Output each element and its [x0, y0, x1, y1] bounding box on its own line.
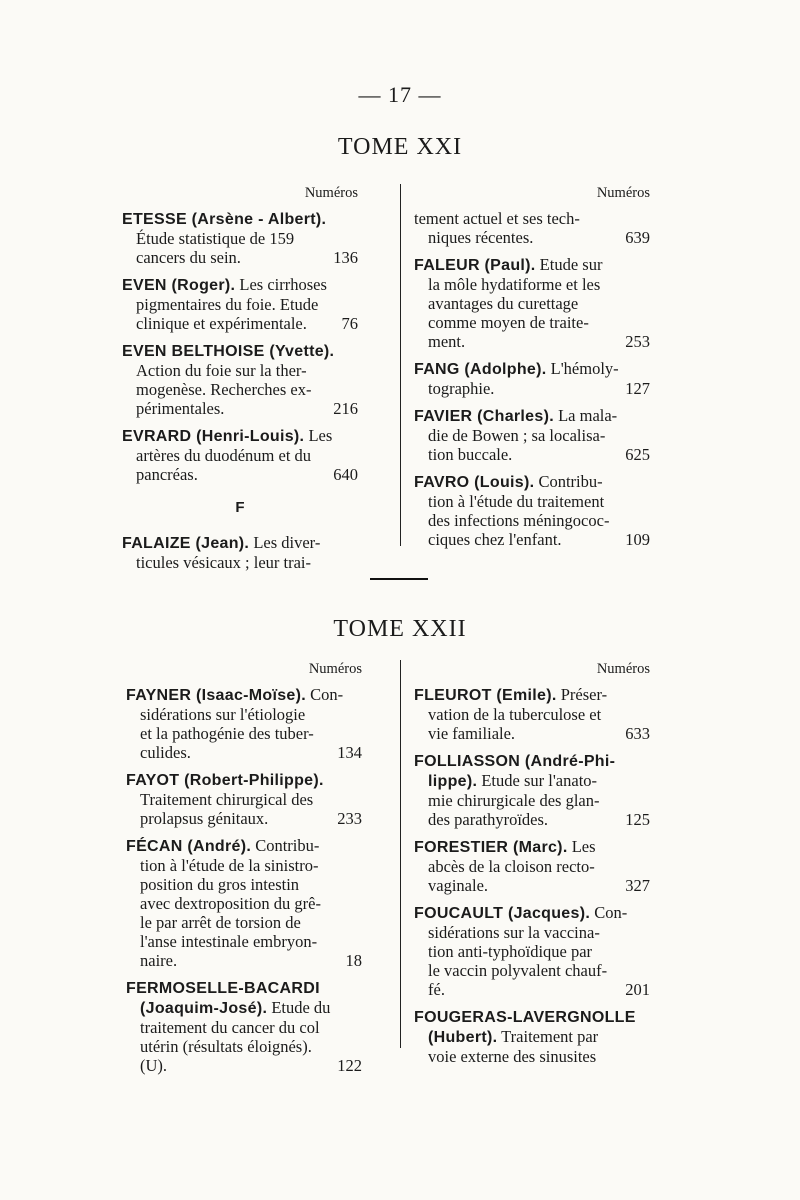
- entry-line: [126, 836, 362, 856]
- entry-line: [414, 876, 650, 895]
- entry-line: [126, 1037, 362, 1056]
- entry-line: [414, 275, 650, 294]
- author-name: FÉCAN (André).: [126, 838, 252, 855]
- author-name: FERMOSELLE-BACARDI: [126, 980, 320, 997]
- entry-text: cancers du sein.: [136, 248, 241, 267]
- thesis-number: 201: [625, 980, 650, 999]
- thesis-number: 134: [337, 743, 362, 762]
- index-entry: [122, 275, 358, 333]
- entry-line: [126, 1018, 362, 1037]
- entry-text: sidérations sur l'étiologie: [140, 705, 306, 724]
- entry-line: [414, 810, 650, 829]
- entry-line: [414, 209, 650, 228]
- entry-line: [414, 705, 650, 724]
- entry-text: naire.: [140, 951, 178, 970]
- index-entry: [126, 685, 362, 762]
- entry-line: [414, 923, 650, 942]
- index-entry: [414, 751, 650, 829]
- entry-line: [126, 894, 362, 913]
- entry-line: [414, 1047, 650, 1066]
- entry-line: [414, 406, 650, 426]
- entry-text: position du gros intestin: [140, 875, 300, 894]
- entry-text: Traitement par: [497, 1027, 599, 1046]
- author-name: EVEN (Roger).: [122, 277, 236, 294]
- entry-text: tion anti-typhoïdique par: [428, 942, 593, 961]
- entry-line: [414, 1027, 650, 1047]
- author-name: ETESSE (Arsène - Albert).: [122, 211, 327, 228]
- thesis-number: 122: [337, 1056, 362, 1075]
- entry-text: (U).: [140, 1056, 168, 1075]
- entry-line: [414, 903, 650, 923]
- author-name: FOLLIASSON (André-Phi-: [414, 753, 616, 770]
- entry-line: [414, 791, 650, 810]
- thesis-number: 639: [625, 228, 650, 247]
- entry-line: [122, 465, 358, 484]
- entry-text: tographie.: [428, 379, 495, 398]
- entry-text: Etude sur l'anato-: [477, 771, 598, 790]
- index-entry: [414, 255, 650, 351]
- column-divider: [400, 660, 401, 1048]
- entry-text: ment.: [428, 332, 466, 351]
- entry-text: des infections méningococ-: [428, 511, 610, 530]
- entry-line: [414, 942, 650, 961]
- thesis-number: 633: [625, 724, 650, 743]
- entry-line: [122, 553, 358, 572]
- index-entry: [414, 837, 650, 895]
- entry-text: tement actuel et ses tech-: [414, 209, 580, 228]
- section-separator: [370, 578, 428, 580]
- entry-line: [122, 248, 358, 267]
- entry-text: pigmentaires du foie. Etude: [136, 295, 319, 314]
- author-name: FLEUROT (Emile).: [414, 687, 557, 704]
- entry-text: abcès de la cloison recto-: [428, 857, 595, 876]
- section-letter: F: [235, 499, 245, 516]
- entry-text: avec dextroposition du grê-: [140, 894, 321, 913]
- index-entry: [414, 359, 650, 398]
- entry-text: vie familiale.: [428, 724, 516, 743]
- entry-text: Les cirrhoses: [235, 275, 327, 294]
- entry-text: et la pathogénie des tuber-: [140, 724, 314, 743]
- index-entry: [122, 209, 358, 267]
- thesis-number: 640: [333, 465, 358, 484]
- entry-text: utérin (résultats éloignés).: [140, 1037, 312, 1056]
- author-name: FAVIER (Charles).: [414, 408, 554, 425]
- entry-line: [122, 380, 358, 399]
- entry-text: mogenèse. Recherches ex-: [136, 380, 312, 399]
- entry-line: [414, 472, 650, 492]
- index-entry: [122, 533, 358, 572]
- entry-line: [414, 492, 650, 511]
- entry-line: [414, 228, 650, 247]
- entry-line: [414, 724, 650, 743]
- entry-text: niques récentes.: [428, 228, 534, 247]
- entry-text: prolapsus génitaux.: [140, 809, 269, 828]
- entry-line: [414, 294, 650, 313]
- entry-line: [126, 685, 362, 705]
- entry-line: [122, 533, 358, 553]
- entry-line: [122, 275, 358, 295]
- thesis-number: 76: [341, 314, 358, 333]
- entry-line: [414, 511, 650, 530]
- entry-text: die de Bowen ; sa localisa-: [428, 426, 606, 445]
- entry-line: [126, 932, 362, 951]
- entry-line: [414, 313, 650, 332]
- thesis-number: 125: [625, 810, 650, 829]
- author-name: FAYNER (Isaac-Moïse).: [126, 687, 306, 704]
- tome-title: TOME XXII: [333, 616, 467, 642]
- entry-text: Contribu-: [251, 836, 320, 855]
- entry-text: culides.: [140, 743, 191, 762]
- column-divider: [400, 184, 401, 546]
- thesis-number: 233: [337, 809, 362, 828]
- entry-line: [122, 229, 358, 248]
- entry-text: sidérations sur la vaccina-: [428, 923, 600, 942]
- thesis-number: 109: [625, 530, 650, 549]
- entry-line: [414, 255, 650, 275]
- entry-text: mie chirurgicale des glan-: [428, 791, 600, 810]
- entry-line: [414, 837, 650, 857]
- entry-line: [126, 809, 362, 828]
- column-header: Numéros: [304, 185, 358, 201]
- author-name: FALAIZE (Jean).: [122, 535, 250, 552]
- entry-text: Traitement chirurgical des: [140, 790, 314, 809]
- entry-line: [414, 332, 650, 351]
- entry-text: traitement du cancer du col: [140, 1018, 320, 1037]
- entry-text: Préser-: [556, 685, 608, 704]
- entry-line: [414, 426, 650, 445]
- entry-text: ciques chez l'enfant.: [428, 530, 562, 549]
- entry-line: [414, 980, 650, 999]
- entry-line: [126, 951, 362, 970]
- entry-line: [122, 314, 358, 333]
- index-entry: [414, 685, 650, 743]
- entry-line: [414, 359, 650, 379]
- entry-line: [126, 856, 362, 875]
- entry-line: [414, 1007, 650, 1027]
- entry-text: L'hémoly-: [546, 359, 619, 378]
- thesis-number: 136: [333, 248, 358, 267]
- index-column: [122, 184, 358, 580]
- entry-text: clinique et expérimentale.: [136, 314, 307, 333]
- entry-text: Les: [304, 426, 333, 445]
- entry-text: vaginale.: [428, 876, 489, 895]
- index-entry: [414, 903, 650, 999]
- entry-text: des parathyroïdes.: [428, 810, 549, 829]
- entry-line: [122, 399, 358, 418]
- entry-line: [414, 751, 650, 771]
- entry-line: [414, 857, 650, 876]
- thesis-number: 18: [345, 951, 362, 970]
- index-entry: [122, 341, 358, 418]
- author-name: (Joaquim-José).: [140, 1000, 268, 1017]
- author-name: lippe).: [428, 773, 478, 790]
- entry-line: [414, 445, 650, 464]
- entry-text: artères du duodénum et du: [136, 446, 312, 465]
- entry-text: Con-: [306, 685, 344, 704]
- entry-text: tion à l'étude de la sinistro-: [140, 856, 319, 875]
- entry-text: Les diver-: [249, 533, 321, 552]
- thesis-number: 625: [625, 445, 650, 464]
- entry-text: pancréas.: [136, 465, 198, 484]
- index-column: [414, 660, 650, 1074]
- entry-line: [414, 685, 650, 705]
- entry-line: [126, 1056, 362, 1075]
- entry-line: [126, 770, 362, 790]
- entry-line: [414, 961, 650, 980]
- entry-text: La mala-: [553, 406, 618, 425]
- entry-line: [126, 913, 362, 932]
- entry-line: [122, 209, 358, 229]
- entry-line: [122, 361, 358, 380]
- author-name: FAVRO (Louis).: [414, 474, 535, 491]
- index-entry: [414, 209, 650, 247]
- column-header: Numéros: [596, 185, 650, 201]
- entry-text: Etude du: [267, 998, 331, 1017]
- entry-text: tion à l'étude du traitement: [428, 492, 605, 511]
- entry-text: l'anse intestinale embryon-: [140, 932, 318, 951]
- entry-text: fé.: [428, 980, 445, 999]
- thesis-number: 216: [333, 399, 358, 418]
- entry-line: [122, 295, 358, 314]
- entry-line: [126, 705, 362, 724]
- author-name: (Hubert).: [428, 1029, 498, 1046]
- entry-text: voie externe des sinusites: [428, 1047, 597, 1066]
- index-entry: [126, 836, 362, 970]
- entry-text: Les: [567, 837, 596, 856]
- entry-text: vation de la tuberculose et: [428, 705, 602, 724]
- author-name: FALEUR (Paul).: [414, 257, 536, 274]
- author-name: EVRARD (Henri-Louis).: [122, 428, 305, 445]
- entry-text: tion buccale.: [428, 445, 513, 464]
- entry-line: [122, 446, 358, 465]
- entry-text: Action du foie sur la ther-: [136, 361, 307, 380]
- author-name: FOUGERAS-LAVERGNOLLE: [414, 1009, 636, 1026]
- entry-text: la môle hydatiforme et les: [428, 275, 601, 294]
- thesis-number: 253: [625, 332, 650, 351]
- entry-line: [126, 875, 362, 894]
- author-name: EVEN BELTHOISE (Yvette).: [122, 343, 335, 360]
- entry-text: comme moyen de traite-: [428, 313, 589, 332]
- author-name: FORESTIER (Marc).: [414, 839, 568, 856]
- entry-line: [126, 998, 362, 1018]
- entry-text: Étude statistique de 159: [136, 229, 295, 248]
- index-entry: [122, 426, 358, 484]
- entry-line: [414, 771, 650, 791]
- entry-line: [126, 790, 362, 809]
- index-entry: [414, 1007, 650, 1066]
- author-name: FOUCAULT (Jacques).: [414, 905, 591, 922]
- index-column: [414, 184, 650, 557]
- entry-text: avantages du curettage: [428, 294, 579, 313]
- column-header: Numéros: [308, 661, 362, 677]
- entry-line: [414, 530, 650, 549]
- entry-line: [126, 978, 362, 998]
- entry-line: [122, 341, 358, 361]
- index-entry: [414, 472, 650, 549]
- index-entry: [414, 406, 650, 464]
- entry-text: Contribu-: [534, 472, 603, 491]
- author-name: FANG (Adolphe).: [414, 361, 547, 378]
- index-entry: [126, 770, 362, 828]
- entry-text: périmentales.: [136, 399, 225, 418]
- column-header: Numéros: [596, 661, 650, 677]
- entry-text: Etude sur: [535, 255, 603, 274]
- entry-text: ticules vésicaux ; leur trai-: [136, 553, 312, 572]
- page-number: — 17 —: [358, 82, 442, 107]
- entry-text: le par arrêt de torsion de: [140, 913, 301, 932]
- entry-text: Con-: [590, 903, 628, 922]
- author-name: FAYOT (Robert-Philippe).: [126, 772, 324, 789]
- thesis-number: 127: [625, 379, 650, 398]
- entry-line: [126, 743, 362, 762]
- entry-line: [122, 426, 358, 446]
- entry-text: le vaccin polyvalent chauf-: [428, 961, 608, 980]
- entry-line: [126, 724, 362, 743]
- index-entry: [126, 978, 362, 1075]
- index-column: [126, 660, 362, 1083]
- tome-title: TOME XXI: [337, 134, 463, 160]
- entry-line: [414, 379, 650, 398]
- thesis-number: 327: [625, 876, 650, 895]
